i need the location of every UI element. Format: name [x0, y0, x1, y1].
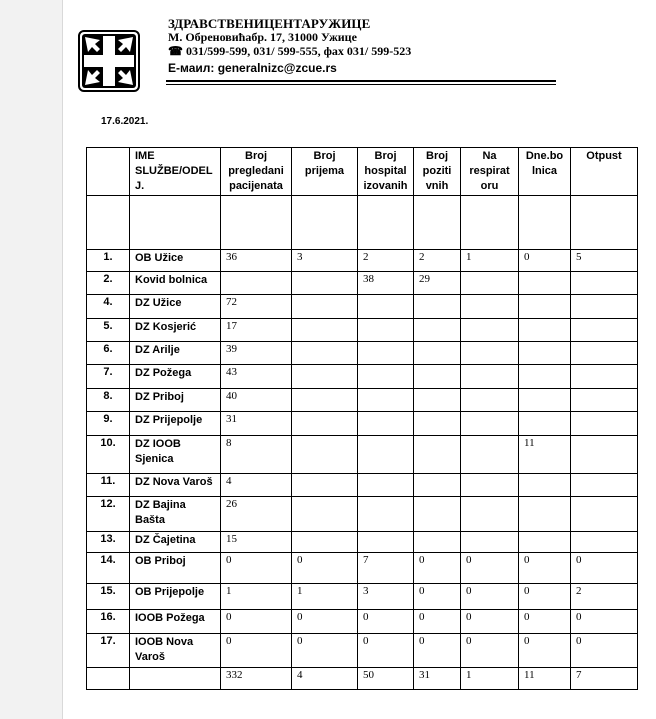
table-cell: 0	[358, 634, 414, 668]
table-cell	[461, 532, 519, 553]
table-cell	[571, 436, 638, 474]
table-cell	[358, 497, 414, 532]
institution-email: Е-маил: generalnizc@zcue.rs	[168, 61, 337, 75]
table-cell: 36	[221, 250, 292, 272]
table-row	[87, 295, 638, 319]
service-name: OB Prijepolje	[130, 584, 221, 610]
table-cell: 43	[221, 365, 292, 389]
service-name: DZ Bajina Bašta	[130, 497, 221, 532]
blank-row	[87, 196, 638, 250]
row-number: 1.	[87, 250, 130, 272]
column-header-discharge: Otpust	[571, 148, 638, 196]
institution-title: ЗДРАВСТВЕНИЦЕНТАРУЖИЦЕ	[168, 16, 371, 31]
table-cell: 0	[519, 584, 571, 610]
table-cell: 0	[292, 634, 358, 668]
table-cell	[414, 474, 461, 497]
table-cell	[414, 365, 461, 389]
row-number: 5.	[87, 319, 130, 342]
table-row	[87, 412, 638, 436]
column-header-day-hospital: Dne.bo lnica	[519, 148, 571, 196]
table-cell: 0	[221, 610, 292, 634]
column-header-number	[87, 148, 130, 196]
table-cell	[461, 412, 519, 436]
health-center-logo-icon	[78, 30, 140, 92]
table-cell	[461, 436, 519, 474]
table-cell: 2	[571, 584, 638, 610]
table-cell: 5	[571, 250, 638, 272]
table-cell: 26	[221, 497, 292, 532]
row-number: 2.	[87, 272, 130, 295]
table-cell: 72	[221, 295, 292, 319]
phone-icon: ☎	[168, 44, 183, 58]
service-name: OB Užice	[130, 250, 221, 272]
table-cell	[358, 342, 414, 365]
table-cell: 39	[221, 342, 292, 365]
table-cell	[519, 295, 571, 319]
institution-phone	[168, 44, 411, 59]
table-cell	[414, 497, 461, 532]
table-cell	[414, 436, 461, 474]
table-cell	[292, 319, 358, 342]
row-number: 10.	[87, 436, 130, 474]
table-cell: 1	[461, 250, 519, 272]
table-cell	[519, 365, 571, 389]
table-cell: 31	[221, 412, 292, 436]
table-cell	[358, 295, 414, 319]
column-header-positive: Broj poziti vnih	[414, 148, 461, 196]
table-row	[87, 342, 638, 365]
table-cell	[292, 342, 358, 365]
table-cell	[571, 497, 638, 532]
service-name: DZ Nova Varoš	[130, 474, 221, 497]
table-cell	[292, 365, 358, 389]
table-cell: 2	[358, 250, 414, 272]
table-row	[87, 584, 638, 610]
table-cell	[414, 295, 461, 319]
table-cell: 0	[414, 553, 461, 584]
table-cell	[571, 532, 638, 553]
table-cell: 0	[519, 250, 571, 272]
table-cell	[571, 272, 638, 295]
table-row	[87, 610, 638, 634]
table-cell	[358, 436, 414, 474]
table-row	[87, 319, 638, 342]
table-cell	[292, 474, 358, 497]
table-cell: 0	[461, 584, 519, 610]
table-cell: 0	[571, 553, 638, 584]
table-row	[87, 474, 638, 497]
table-cell: 0	[461, 634, 519, 668]
table-cell: 0	[292, 553, 358, 584]
service-name: DZ Užice	[130, 295, 221, 319]
table-cell	[292, 272, 358, 295]
row-number: 6.	[87, 342, 130, 365]
total-cell: 50	[358, 668, 414, 690]
service-name: OB Priboj	[130, 553, 221, 584]
table-row	[87, 532, 638, 553]
service-name: DZ Kosjerić	[130, 319, 221, 342]
table-cell: 2	[414, 250, 461, 272]
table-cell	[358, 319, 414, 342]
table-cell	[519, 319, 571, 342]
table-cell	[292, 412, 358, 436]
table-cell: 15	[221, 532, 292, 553]
table-cell	[358, 532, 414, 553]
row-number: 7.	[87, 365, 130, 389]
total-cell: 332	[221, 668, 292, 690]
table-cell	[519, 389, 571, 412]
total-cell: 7	[571, 668, 638, 690]
row-number: 12.	[87, 497, 130, 532]
totals-empty-cell	[130, 668, 221, 690]
table-cell	[461, 389, 519, 412]
table-cell: 0	[221, 553, 292, 584]
table-cell	[358, 389, 414, 412]
service-name: DZ IOOB Sjenica	[130, 436, 221, 474]
table-cell: 3	[358, 584, 414, 610]
table-cell: 0	[519, 553, 571, 584]
table-cell	[358, 365, 414, 389]
column-header-admissions: Broj prijema	[292, 148, 358, 196]
table-cell: 3	[292, 250, 358, 272]
table-cell	[519, 272, 571, 295]
table-row	[87, 272, 638, 295]
table-cell: 0	[221, 634, 292, 668]
report-date: 17.6.2021.	[101, 116, 149, 127]
row-number: 17.	[87, 634, 130, 668]
table-cell	[461, 342, 519, 365]
column-header-respirator: Na respirat oru	[461, 148, 519, 196]
table-row	[87, 436, 638, 474]
table-row	[87, 389, 638, 412]
row-number: 14.	[87, 553, 130, 584]
service-name: DZ Priboj	[130, 389, 221, 412]
table-cell: 40	[221, 389, 292, 412]
table-cell	[414, 532, 461, 553]
table-cell	[292, 436, 358, 474]
table-cell	[461, 295, 519, 319]
table-cell	[571, 365, 638, 389]
table-cell: 1	[221, 584, 292, 610]
column-header-examined: Broj pregledani pacijenata	[221, 148, 292, 196]
phone-numbers: 031/599-599, 031/ 599-555, фах 031/ 599-523	[185, 44, 412, 58]
table-cell: 0	[461, 610, 519, 634]
statistics-table	[86, 147, 638, 690]
table-cell	[414, 389, 461, 412]
table-cell	[519, 532, 571, 553]
table-cell	[571, 389, 638, 412]
table-cell: 11	[519, 436, 571, 474]
table-cell: 0	[571, 634, 638, 668]
table-cell	[414, 412, 461, 436]
table-row	[87, 497, 638, 532]
totals-row	[87, 668, 638, 690]
total-cell: 4	[292, 668, 358, 690]
table-cell: 0	[414, 610, 461, 634]
table-cell: 0	[292, 610, 358, 634]
table-cell	[571, 474, 638, 497]
row-number: 13.	[87, 532, 130, 553]
table-cell	[292, 295, 358, 319]
table-cell	[461, 272, 519, 295]
table-cell	[571, 295, 638, 319]
table-cell: 29	[414, 272, 461, 295]
service-name: IOOB Požega	[130, 610, 221, 634]
table-cell: 0	[519, 610, 571, 634]
table-cell	[519, 497, 571, 532]
table-cell	[519, 474, 571, 497]
table-row	[87, 365, 638, 389]
table-cell	[571, 412, 638, 436]
table-cell: 8	[221, 436, 292, 474]
table-row	[87, 553, 638, 584]
service-name: DZ Prijepolje	[130, 412, 221, 436]
table-row	[87, 634, 638, 668]
service-name: IOOB Nova Varoš	[130, 634, 221, 668]
table-cell	[571, 342, 638, 365]
table-cell	[519, 412, 571, 436]
table-cell: 7	[358, 553, 414, 584]
table-cell	[461, 319, 519, 342]
row-number: 4.	[87, 295, 130, 319]
row-number: 9.	[87, 412, 130, 436]
total-cell: 11	[519, 668, 571, 690]
service-name: Kovid bolnica	[130, 272, 221, 295]
header-rule-thick	[166, 80, 556, 82]
total-cell: 31	[414, 668, 461, 690]
service-name: DZ Arilje	[130, 342, 221, 365]
table-cell: 0	[519, 634, 571, 668]
table-cell	[571, 319, 638, 342]
table-cell	[292, 497, 358, 532]
column-header-service: IME SLUŽBE/ODEL J.	[130, 148, 221, 196]
table-cell: 17	[221, 319, 292, 342]
table-row	[87, 250, 638, 272]
table-cell: 0	[414, 634, 461, 668]
table-cell	[519, 342, 571, 365]
totals-empty-cell	[87, 668, 130, 690]
table-cell: 4	[221, 474, 292, 497]
table-cell	[358, 412, 414, 436]
table-cell: 0	[358, 610, 414, 634]
table-cell	[292, 389, 358, 412]
row-number: 8.	[87, 389, 130, 412]
table-cell	[221, 272, 292, 295]
table-cell	[461, 474, 519, 497]
table-cell	[414, 319, 461, 342]
table-cell: 0	[414, 584, 461, 610]
service-name: DZ Čajetina	[130, 532, 221, 553]
total-cell: 1	[461, 668, 519, 690]
table-cell: 0	[571, 610, 638, 634]
table-cell	[414, 342, 461, 365]
header-rule-thin	[166, 84, 556, 85]
table-cell	[461, 365, 519, 389]
table-cell	[358, 474, 414, 497]
row-number: 16.	[87, 610, 130, 634]
institution-address: М. Обреновићабр. 17, 31000 Ужице	[168, 30, 357, 44]
column-header-hospitalized: Broj hospital izovanih	[358, 148, 414, 196]
table-cell	[461, 497, 519, 532]
table-header-row	[87, 148, 638, 196]
row-number: 15.	[87, 584, 130, 610]
table-cell: 38	[358, 272, 414, 295]
table-cell	[292, 532, 358, 553]
table-cell: 0	[461, 553, 519, 584]
row-number: 11.	[87, 474, 130, 497]
service-name: DZ Požega	[130, 365, 221, 389]
table-cell: 1	[292, 584, 358, 610]
